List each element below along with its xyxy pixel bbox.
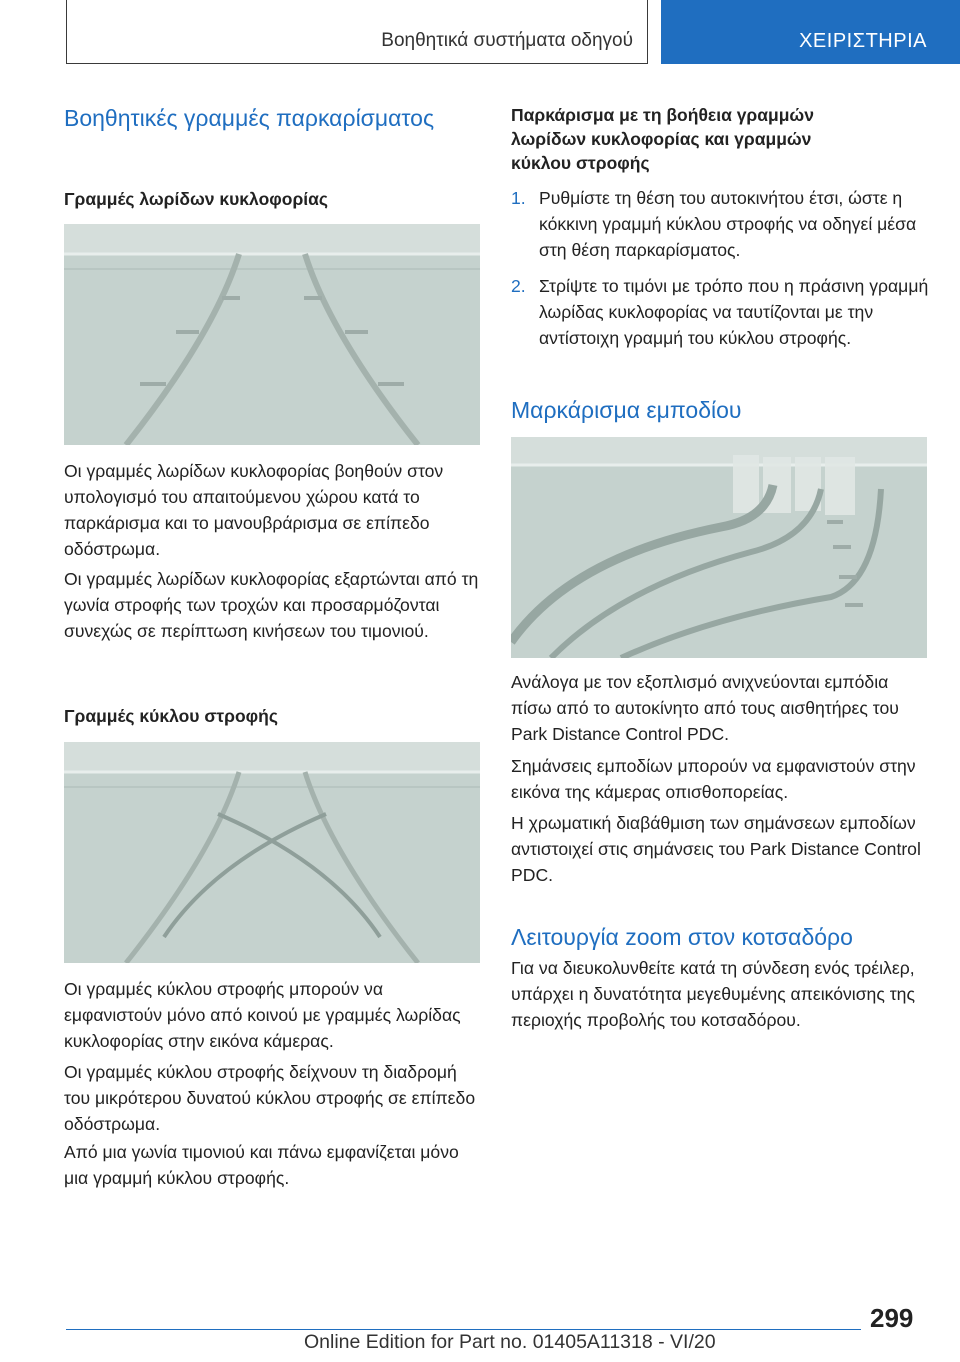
paragraph-turning-circle-path: Οι γραμμές κύκλου στροφής δείχνουν τη διαδρομή του μικρότερου δυνατού κύκλου στροφής σε επίπεδο οδόστρωμα. xyxy=(64,1062,476,1134)
figure-lane-lines xyxy=(64,224,480,445)
step-text: Ρυθμίστε τη θέση του αυτοκινήτου έτσι, ώστε η κόκκινη γραμμή κύκλου στροφής να οδηγεί μέσα στη θέση παρκαρίσματος. xyxy=(539,188,917,260)
page-number: 299 xyxy=(870,1303,914,1333)
figure-turning-circle-lines xyxy=(64,742,480,963)
figure-obstacle-marking xyxy=(511,437,927,658)
step-item xyxy=(511,273,929,351)
paragraph-turning-circle-single: Από μια γωνία τιμονιού και πάνω εμφανίζεται μόνο μια γραμμή κύκλου στροφής. xyxy=(64,1142,459,1188)
step-number: 2. xyxy=(511,276,526,296)
step-item xyxy=(511,185,929,263)
paragraph-turning-circle-display: Οι γραμμές κύκλου στροφής μπορούν να εμφανιστούν μόνο από κοινού με γραμμές λωρίδας κυκλοφορίας στην εικόνα κάμερας. xyxy=(64,979,461,1051)
step-text: Στρίψτε το τιμόνι με τρόπο που η πράσινη γραμμή λωρίδας κυκλοφορίας να ταυτίζονται με την αντίστοιχη γραμμή του κύκλου στροφής. xyxy=(539,276,929,348)
header-chapter-title: ΧΕΙΡΙΣΤΗΡΙΑ xyxy=(799,30,927,52)
footer-edition: Online Edition for Part no. 01405A11318 - VI/20 xyxy=(304,1331,716,1353)
paragraph-obstacle-display: Σημάνσεις εμποδίων μπορούν να εμφανιστούν στην εικόνα της κάμερας οπισθοπορείας. xyxy=(511,756,916,802)
header-section-box xyxy=(66,0,648,64)
paragraph-obstacle-colors: Η χρωματική διαβάθμιση των σημάνσεων εμποδίων αντιστοιχεί στις σημάνσεις του Park Distance Control PDC. xyxy=(511,813,921,885)
paragraph-hitch-zoom: Για να διευκολυνθείτε κατά τη σύνδεση ενός τρέιλερ, υπάρχει η δυνατότητα μεγεθυμένης απεικόνισης της περιοχής προβολής του κοτσαδόρου. xyxy=(511,958,915,1030)
header-chapter-box xyxy=(661,0,960,64)
subheading-lane-lines: Γραμμές λωρίδων κυκλοφορίας xyxy=(64,189,329,209)
subheading-parking-with-lines: Παρκάρισμα με τη βοήθεια γραμμών λωρίδων κυκλοφορίας και γραμμών κύκλου στροφής xyxy=(511,105,814,173)
paragraph-lane-lines-steering: Οι γραμμές λωρίδων κυκλοφορίας εξαρτώνται από τη γωνία στροφής των τροχών και προσαρμόζονται συνεχώς σε περίπτωση κινήσεων του τιμονιού. xyxy=(64,569,479,641)
step-number: 1. xyxy=(511,188,526,208)
paragraph-lane-lines-purpose: Οι γραμμές λωρίδων κυκλοφορίας βοηθούν στον υπολογισμό του απαιτούμενου χώρου κατά το παρκάρισμα και το μανουβράρισμα σε επίπεδο οδόστρωμα. xyxy=(64,461,444,559)
steps-list xyxy=(511,185,929,361)
subheading-turning-circle-lines: Γραμμές κύκλου στροφής xyxy=(64,706,278,726)
heading-parking-aid-lines: Βοηθητικές γραμμές παρκαρίσματος xyxy=(64,105,435,131)
heading-obstacle-marking: Μαρκάρισμα εμποδίου xyxy=(511,397,742,423)
header-section-title: Βοηθητικά συστήματα οδηγού xyxy=(381,30,633,51)
paragraph-obstacle-detection: Ανάλογα με τον εξοπλισμό ανιχνεύονται εμπόδια πίσω από το αυτοκίνητο από τους αισθητήρες του Park Distance Control PDC. xyxy=(511,672,899,744)
heading-hitch-zoom: Λειτουργία zoom στον κοτσαδόρο xyxy=(511,924,853,950)
footer-divider xyxy=(66,1329,861,1330)
